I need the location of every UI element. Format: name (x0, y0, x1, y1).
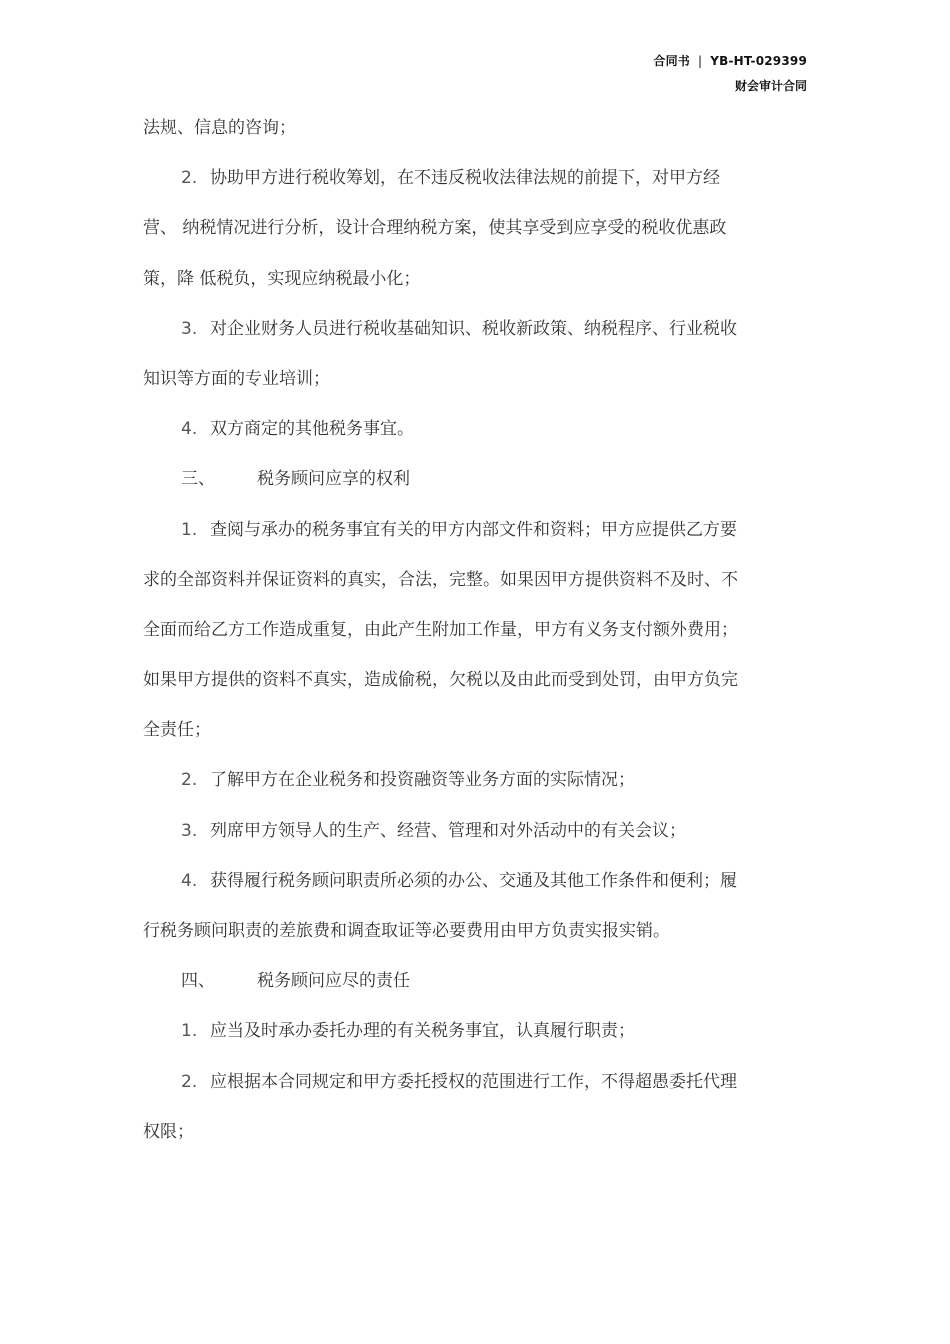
list-item-number: 2. (181, 1071, 198, 1092)
list-item-text: 获得履行税务顾问职责所必须的办公、交通及其他工作条件和便利；履 (210, 870, 737, 891)
body-line: 全面而给乙方工作造成重复，由此产生附加工作量，甲方有义务支付额外费用； (143, 619, 738, 640)
header-category: 财会审计合同 (734, 79, 807, 93)
list-item-number: 3. (181, 820, 198, 841)
body-line: 法规、信息的咨询； (143, 118, 296, 138)
header-doc-code: YB-HT-029399 (710, 54, 807, 68)
list-item-text: 了解甲方在企业税务和投资融资等业务方面的实际情况； (210, 770, 635, 791)
document-body (143, 103, 819, 1157)
list-item-number: 2. (181, 770, 198, 791)
list-item (143, 806, 819, 856)
header-doc-type: 合同书 (653, 54, 690, 68)
body-line: 如果甲方提供的资料不真实，造成偷税，欠税以及由此而受到处罚，由甲方负完 (143, 670, 738, 691)
list-item-text: 协助甲方进行税收筹划，在不违反税收法律法规的前提下，对甲方经 (210, 168, 720, 189)
list-item (143, 304, 819, 354)
list-item-text: 查阅与承办的税务事宜有关的甲方内部文件和资料；甲方应提供乙方要 (210, 519, 737, 540)
list-item (143, 1057, 819, 1107)
body-line: 营、 纳税情况进行分析，设计合理纳税方案，使其享受到应享受的税收优惠政 (143, 218, 727, 239)
section-heading (143, 956, 819, 1006)
document-header (653, 52, 807, 95)
list-item (143, 404, 819, 454)
list-item (143, 755, 819, 805)
list-item-text: 列席甲方领导人的生产、经营、管理和对外活动中的有关会议； (210, 820, 686, 841)
header-doc-id-line (653, 52, 807, 70)
list-item-text: 双方商定的其他税务事宜。 (210, 419, 414, 440)
section-number: 四、 (181, 971, 215, 992)
body-line: 策，降 低税负，实现应纳税最小化； (143, 268, 421, 289)
body-line: 求的全部资料并保证资料的真实，合法，完整。如果因甲方提供资料不及时、不 (143, 569, 738, 590)
list-item-number: 4. (181, 870, 198, 891)
list-item-number: 3. (181, 318, 198, 339)
body-line: 行税务顾问职责的差旅费和调查取证等必要费用由甲方负责实报实销。 (143, 921, 670, 941)
header-separator: | (697, 54, 703, 68)
section-heading (143, 454, 819, 504)
section-number: 三、 (181, 469, 215, 490)
list-item (143, 505, 819, 555)
body-line: 知识等方面的专业培训； (143, 368, 330, 389)
list-item (143, 1006, 819, 1056)
body-line: 权限； (143, 1121, 194, 1142)
list-item-number: 2. (181, 168, 198, 189)
list-item-number: 1. (181, 1021, 198, 1042)
list-item-number: 1. (181, 519, 198, 540)
body-line: 全责任； (143, 720, 211, 741)
list-item (143, 153, 819, 203)
list-item-number: 4. (181, 419, 198, 440)
list-item (143, 856, 819, 906)
section-title: 税务顾问应尽的责任 (257, 971, 410, 992)
section-title: 税务顾问应享的权利 (257, 469, 410, 490)
list-item-text: 对企业财务人员进行税收基础知识、税收新政策、纳税程序、行业税收 (210, 318, 737, 339)
list-item-text: 应根据本合同规定和甲方委托授权的范围进行工作，不得超愚委托代理 (210, 1071, 737, 1092)
list-item-text: 应当及时承办委托办理的有关税务事宜，认真履行职责； (210, 1021, 635, 1042)
